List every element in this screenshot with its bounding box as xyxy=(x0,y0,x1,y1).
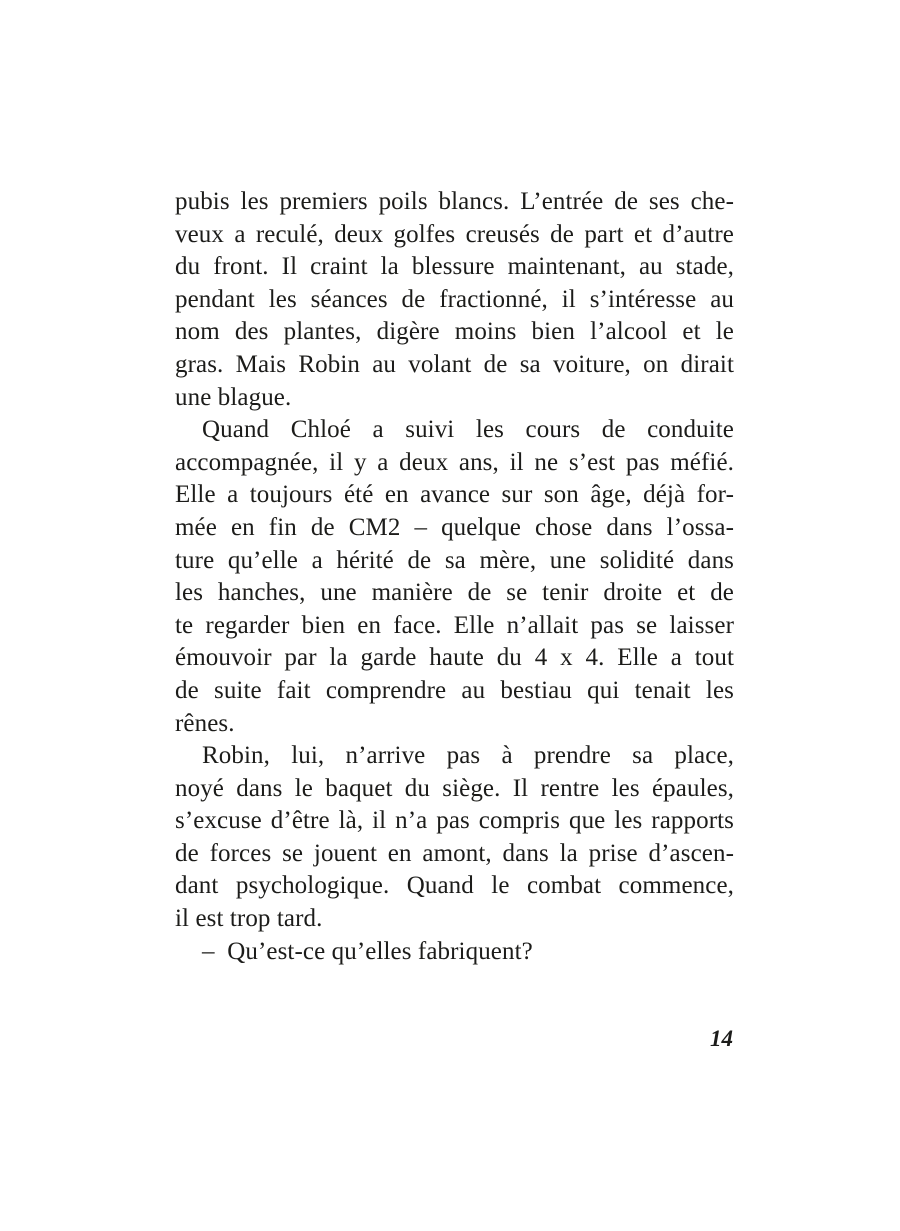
text-line: il est trop tard. xyxy=(175,905,323,933)
dialogue-line: – Qu’est-ce qu’elles fabriquent? xyxy=(202,937,533,965)
text-block xyxy=(175,186,734,968)
text-line: nom des plantes, digère moins bien l’alcool et le xyxy=(175,318,734,346)
text-line: Robin, lui, n’arrive pas à prendre sa place, xyxy=(202,742,734,770)
text-line: veux a reculé, deux golfes creusés de part et d’autre xyxy=(175,220,734,248)
paragraph-3 xyxy=(175,740,734,936)
page-number: 14 xyxy=(710,1026,733,1051)
paragraph-continuation xyxy=(175,186,734,414)
text-line: dant psychologique. Quand le combat commence, xyxy=(175,872,734,900)
text-line: noyé dans le baquet du siège. Il rentre les épaules, xyxy=(175,774,734,802)
text-line: pendant les séances de fractionné, il s’intéresse au xyxy=(175,285,734,313)
text-line: de suite fait comprendre au bestiau qui tenait les xyxy=(175,676,734,704)
text-line: pubis les premiers poils blancs. L’entrée de ses che- xyxy=(175,188,734,215)
text-line: les hanches, une manière de se tenir droite et de xyxy=(175,579,734,607)
paragraph-dialogue xyxy=(175,936,734,969)
text-line: de forces se jouent en amont, dans la prise d’ascen- xyxy=(175,839,734,867)
text-line: mée en fin de CM2 – quelque chose dans l’ossa- xyxy=(175,513,734,541)
text-line: te regarder bien en face. Elle n’allait pas se laisser xyxy=(175,611,734,639)
text-line: gras. Mais Robin au volant de sa voiture, on dirait xyxy=(175,350,734,378)
text-line: du front. Il craint la blessure maintenant, au stade, xyxy=(175,253,734,281)
text-line: émouvoir par la garde haute du 4 x 4. Elle a tout xyxy=(175,644,734,672)
text-line: Elle a toujours été en avance sur son âge, déjà for- xyxy=(175,481,734,509)
text-line: une blague. xyxy=(175,383,292,411)
text-line: rênes. xyxy=(175,709,235,737)
paragraph-2 xyxy=(175,414,734,740)
text-line: accompagnée, il y a deux ans, il ne s’est pas méfié. xyxy=(175,448,734,476)
text-line: s’excuse d’être là, il n’a pas compris que les rapports xyxy=(175,807,734,835)
text-line: ture qu’elle a hérité de sa mère, une solidité dans xyxy=(175,546,734,574)
text-line: Quand Chloé a suivi les cours de conduite xyxy=(202,416,734,444)
